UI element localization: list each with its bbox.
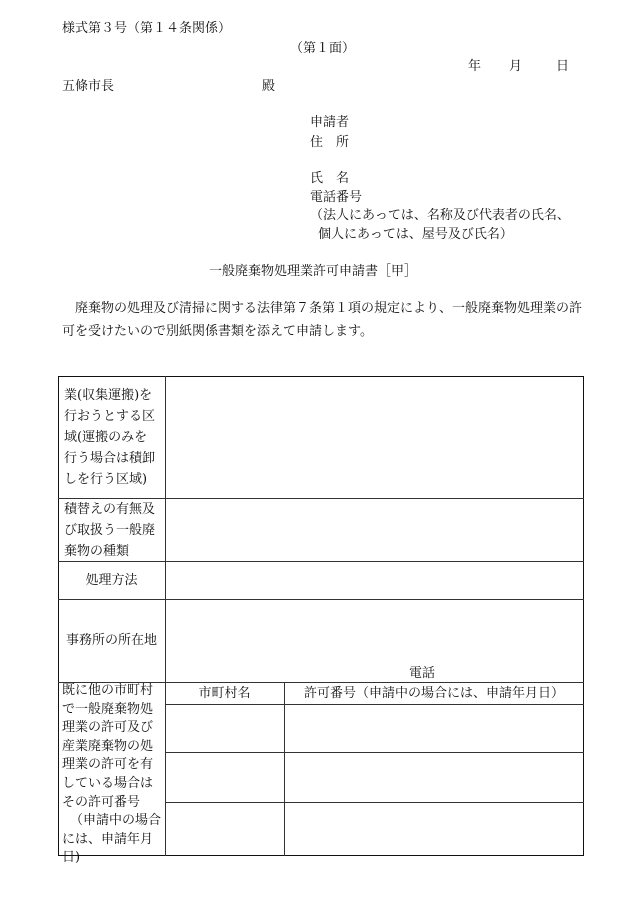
page-label: （第１面） [290,41,356,56]
form-number: 様式第３号（第１４条関係） [62,21,232,36]
date-year-label: 年 [468,59,482,74]
row4-label: 事務所の所在地 [65,633,157,648]
row3-label: 処理方法 [85,573,138,588]
row2-label: 積替えの有無及 び取扱う一般廃 棄物の種類 [64,502,156,559]
subtable-header-permit-number: 許可番号（申請中の場合には、申請年月日） [303,686,564,701]
date-month-label: 月 [509,59,523,74]
row4-phone-label: 電話 [409,666,436,681]
applicant-name-label: 氏 名 [310,171,350,186]
row1-label: 業(収集運搬)を 行おうとする区 域(運搬のみを 行う場合は積卸 しを行う区域) [64,388,156,487]
applicant-note-line1: （法人にあっては、名称及び代表者の氏名、 [310,208,570,223]
label-column-divider [165,376,166,856]
subtable-header-divider [165,704,584,705]
sub-column-divider [284,682,285,856]
honorific: 殿 [262,79,276,94]
subtable-row-divider-1 [165,752,584,753]
applicant-note-line2: 個人にあっては、屋号及び氏名） [318,227,513,242]
subtable-header-municipality: 市町村名 [198,686,251,701]
applicant-phone-label: 電話番号 [310,190,363,205]
row5-label: 既に他の市町村 で一般廃棄物処 理業の許可及び 産業廃棄物の処 理業の許可を有 している場合は その許可番号 （申請中の場合 には、申請年月 日) [62,683,162,866]
document-title: 一般廃棄物処理業許可申請書［甲］ [209,264,418,279]
body-paragraph: 廃棄物の処理及び清掃に関する法律第７条第１項の規定により、一般廃棄物処理業の許可を受けたいので別紙関係書類を添えて申請します。 [62,301,583,339]
subtable-row-divider-2 [165,802,584,803]
row-divider-3 [58,599,584,600]
date-day-label: 日 [556,59,570,74]
addressee: 五條市長 [62,79,115,94]
applicant-address-label: 住 所 [310,135,350,150]
applicant-title: 申請者 [310,115,350,130]
